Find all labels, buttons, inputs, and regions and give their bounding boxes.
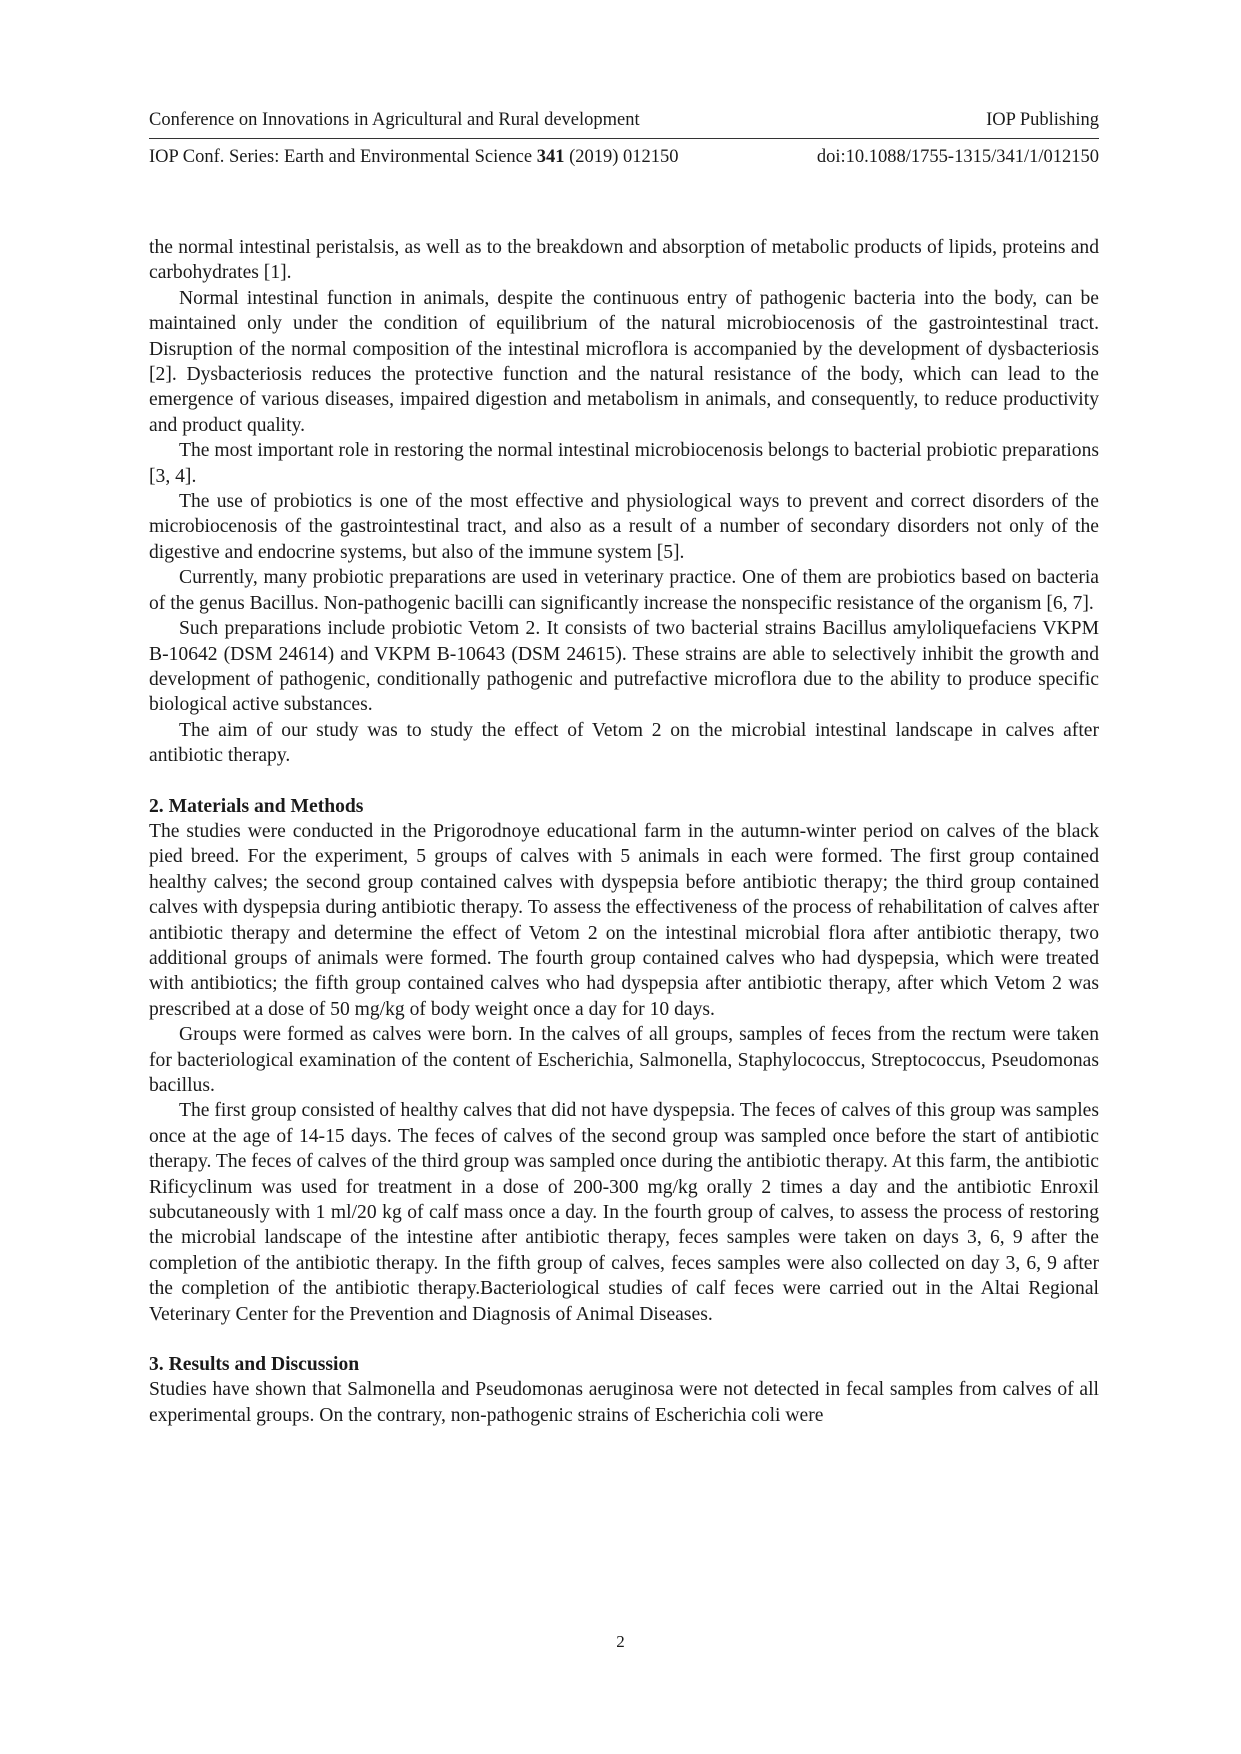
methods-paragraph-1: Groups were formed as calves were born. In the calves of all groups, samples of feces from the rectum were taken for bacteriological examination of the content of Escherichia, Salmonella, Staphylococcus, Streptococcus, Pseudomonas bacillus. (149, 1024, 1099, 1096)
series-volume: 341 (536, 147, 565, 167)
results-heading: 3. Results and Discussion (149, 1354, 360, 1376)
series-prefix: IOP Conf. Series: Earth and Environmental Science (149, 147, 537, 167)
intro-paragraph-0: the normal intestinal peristalsis, as well as to the breakdown and absorption of metabolic products of lipids, proteins and carbohydrates [1]. (149, 237, 1099, 284)
series-citation (149, 147, 679, 168)
intro-paragraph-2: The most important role in restoring the normal intestinal microbiocenosis belongs to bacterial probiotic preparations [3, 4]. (149, 440, 1099, 487)
publisher-name: IOP Publishing (986, 110, 1099, 130)
intro-paragraph-5: Such preparations include probiotic Vetom 2. It consists of two bacterial strains Bacillus amyloliquefaciens VKPM B-10642 (DSM 24614) and VKPM B-10643 (DSM 24615). These strains are able to selectively inhibit the growth and development of pathogenic, conditionally pathogenic and putrefactive microflora due to the ability to produce specific biological active substances. (149, 618, 1099, 716)
intro-paragraph-3: The use of probiotics is one of the most effective and physiological ways to prevent and correct disorders of the microbiocenosis of the gastrointestinal tract, and also as a result of a number of secondary disorders not only of the digestive and endocrine systems, but also of the immune system [5]. (149, 491, 1099, 563)
page-number: 2 (616, 1632, 625, 1651)
intro-paragraph-6: The aim of our study was to study the effect of Vetom 2 on the microbial intestinal landscape in calves after antibiotic therapy. (149, 719, 1099, 767)
doi-link[interactable]: doi:10.1088/1755-1315/341/1/012150 (816, 147, 1099, 167)
series-suffix: (2019) 012150 (564, 147, 679, 167)
results-paragraph-0: Studies have shown that Salmonella and Pseudomonas aeruginosa were not detected in fecal samples from calves of all experimental groups. On the contrary, non-pathogenic strains of Escherichia coli were (149, 1379, 1099, 1426)
methods-paragraph-2: The first group consisted of healthy calves that did not have dyspepsia. The feces of calves of this group was samples once at the age of 14-15 days. The feces of calves of the second group was sampled once before the start of antibiotic therapy. The feces of calves of the third group was sampled once during the antibiotic therapy. At this farm, the antibiotic Rificyclinum was used for treatment in a dose of 200-300 mg/kg orally 2 times a day and the antibiotic Enroxil subcutaneously with 1 ml/20 kg of calf mass once a day. In the fourth group of calves, to assess the process of restoring the microbial landscape of the intestine after antibiotic therapy, feces samples were taken on days 3, 6, 9 after the completion of the antibiotic therapy. In the fifth group of calves, feces samples were also collected on day 3, 6, 9 after the completion of the antibiotic therapy.Bacteriological studies of calf feces were carried out in the Altai Regional Veterinary Center for the Prevention and Diagnosis of Animal Diseases. (149, 1100, 1099, 1325)
header-row-top (149, 110, 1099, 131)
header-rule (149, 138, 1099, 139)
intro-paragraph-4: Currently, many probiotic preparations are used in veterinary practice. One of them are probiotics based on bacteria of the genus Bacillus. Non-pathogenic bacilli can significantly increase the nonspecific resistance of the organism [6, 7]. (149, 567, 1099, 614)
page-body (149, 235, 1099, 1428)
methods-paragraph-0: The studies were conducted in the Prigorodnoye educational farm in the autumn-winter period on calves of the black pied breed. For the experiment, 5 groups of calves with 5 animals in each were formed. The first group contained healthy calves; the second group contained calves with dyspepsia before antibiotic therapy; the third group contained calves with dyspepsia during antibiotic therapy. To assess the effectiveness of the process of rehabilitation of calves after antibiotic therapy and determine the effect of Vetom 2 on the intestinal microbial flora after antibiotic therapy, two additional groups of animals were formed. The fourth group contained calves who had dyspepsia, which were treated with antibiotics; the fifth group contained calves who had dyspepsia after antibiotic therapy, after which Vetom 2 was prescribed at a dose of 50 mg/kg of body weight once a day for 10 days. (149, 820, 1099, 1020)
conference-title: Conference on Innovations in Agricultural and Rural development (149, 110, 640, 130)
intro-paragraph-1: Normal intestinal function in animals, despite the continuous entry of pathogenic bacteria into the body, can be maintained only under the condition of equilibrium of the natural microbiocenosis of the gastrointestinal tract. Disruption of the normal composition of the intestinal microflora is accompanied by the development of dysbacteriosis [2]. Dysbacteriosis reduces the protective function and the natural resistance of the body, which can lead to the emergence of various diseases, impaired digestion and metabolism in animals, and consequently, to reduce productivity and product quality. (149, 287, 1099, 436)
methods-heading: 2. Materials and Methods (149, 795, 364, 817)
header-row-bottom (149, 147, 1099, 168)
